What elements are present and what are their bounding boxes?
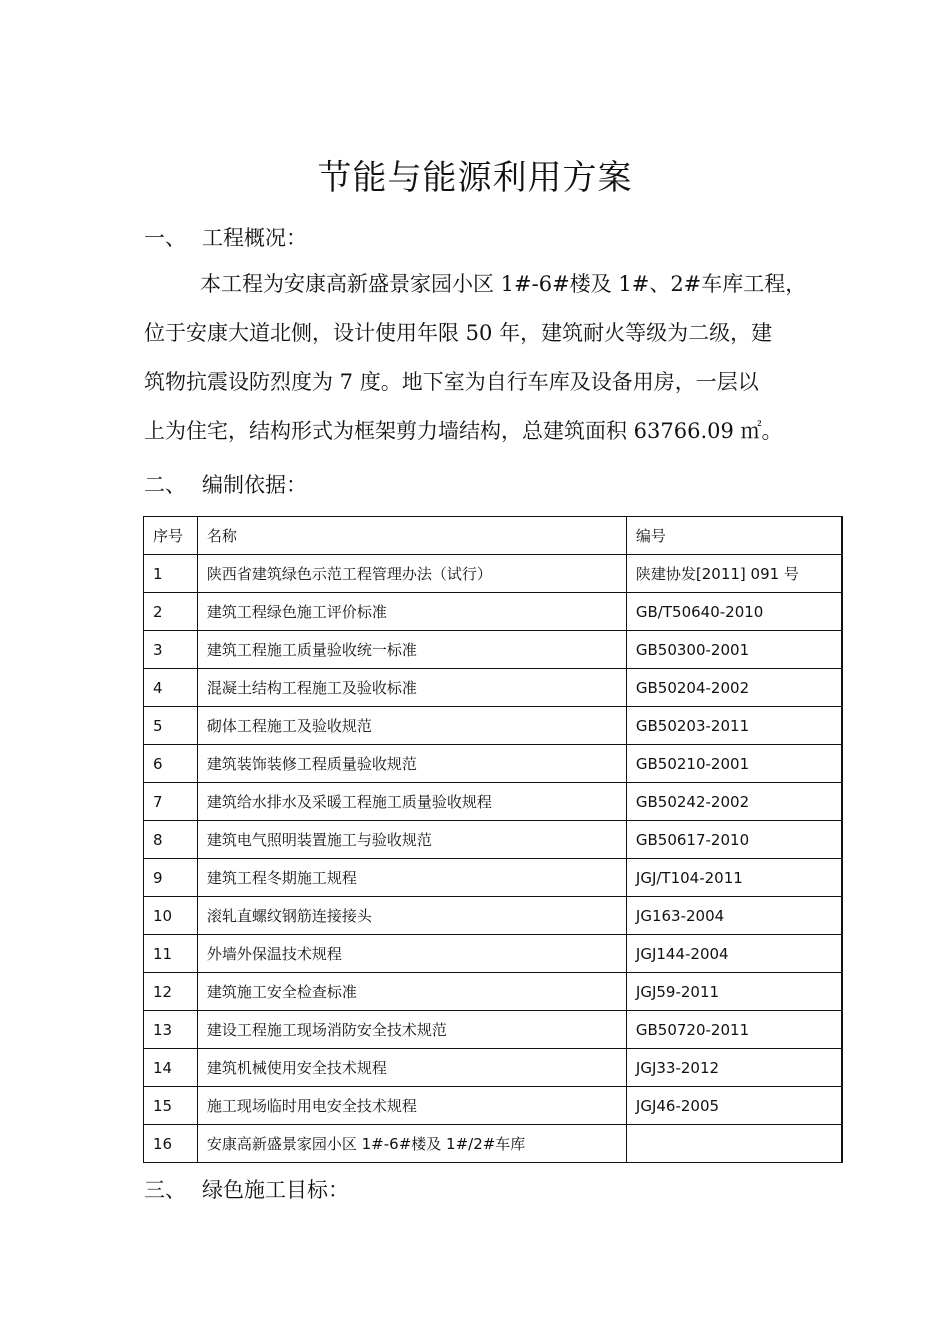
cell-name: 建筑电气照明装置施工与验收规范 (197, 821, 626, 859)
cell-code: GB50300-2001 (626, 631, 842, 669)
table-row (144, 631, 843, 669)
cell-index: 1 (144, 555, 198, 593)
cell-code: JGJ46-2005 (626, 1087, 842, 1125)
cell-name: 建筑工程冬期施工规程 (197, 859, 626, 897)
table-row (144, 1125, 843, 1163)
cell-code: GB/T50640-2010 (626, 593, 842, 631)
paragraph-line: 上为住宅，结构形式为框架剪力墙结构，总建筑面积 63766.09 ㎡。 (144, 419, 783, 443)
table-header-row (144, 517, 843, 555)
section-number: 二、 (144, 473, 186, 497)
cell-index: 14 (144, 1049, 198, 1087)
cell-name: 建筑工程绿色施工评价标准 (197, 593, 626, 631)
document-title: 节能与能源利用方案 (317, 158, 633, 198)
cell-code: JGJ/T104-2011 (626, 859, 842, 897)
table-row (144, 707, 843, 745)
cell-index: 12 (144, 973, 198, 1011)
section-number: 三、 (144, 1178, 186, 1202)
cell-index: 13 (144, 1011, 198, 1049)
cell-index: 10 (144, 897, 198, 935)
table-row (144, 555, 843, 593)
cell-index: 8 (144, 821, 198, 859)
cell-code: GB50210-2001 (626, 745, 842, 783)
cell-code: GB50617-2010 (626, 821, 842, 859)
cell-code: JGJ59-2011 (626, 973, 842, 1011)
cell-name: 混凝土结构工程施工及验收标准 (197, 669, 626, 707)
header-cell-name: 名称 (197, 517, 626, 555)
section-heading-goals (144, 1175, 349, 1205)
cell-name: 建筑机械使用安全技术规程 (197, 1049, 626, 1087)
cell-index: 7 (144, 783, 198, 821)
cell-name: 建设工程施工现场消防安全技术规范 (197, 1011, 626, 1049)
overview-paragraph (144, 260, 809, 456)
section-number: 一、 (144, 226, 186, 250)
cell-index: 2 (144, 593, 198, 631)
cell-code: 陕建协发[2011] 091 号 (626, 555, 842, 593)
table-row (144, 859, 843, 897)
table-row (144, 897, 843, 935)
table-row (144, 593, 843, 631)
reference-standards-table (143, 516, 843, 1163)
cell-name: 施工现场临时用电安全技术规程 (197, 1087, 626, 1125)
cell-code: GB50204-2002 (626, 669, 842, 707)
cell-code (626, 1125, 842, 1163)
cell-index: 16 (144, 1125, 198, 1163)
table-row (144, 973, 843, 1011)
cell-index: 9 (144, 859, 198, 897)
cell-name: 建筑装饰装修工程质量验收规范 (197, 745, 626, 783)
cell-name: 建筑给水排水及采暖工程施工质量验收规程 (197, 783, 626, 821)
cell-code: JGJ144-2004 (626, 935, 842, 973)
section-heading-overview (144, 223, 307, 253)
cell-name: 陕西省建筑绿色示范工程管理办法（试行） (197, 555, 626, 593)
table-row (144, 1011, 843, 1049)
section-label: 工程概况： (202, 226, 307, 250)
cell-code: GB50720-2011 (626, 1011, 842, 1049)
header-cell-index: 序号 (144, 517, 198, 555)
table-row (144, 1049, 843, 1087)
paragraph-line: 位于安康大道北侧，设计使用年限 50 年，建筑耐火等级为二级，建 (144, 321, 773, 345)
cell-index: 15 (144, 1087, 198, 1125)
section-label: 编制依据： (202, 473, 307, 497)
cell-index: 4 (144, 669, 198, 707)
cell-name: 安康高新盛景家园小区 1#-6#楼及 1#/2#车库 (197, 1125, 626, 1163)
table-row (144, 821, 843, 859)
table-row (144, 1087, 843, 1125)
cell-code: GB50203-2011 (626, 707, 842, 745)
cell-code: JGJ33-2012 (626, 1049, 842, 1087)
cell-name: 滚轧直螺纹钢筋连接接头 (197, 897, 626, 935)
paragraph-line: 筑物抗震设防烈度为 7 度。地下室为自行车库及设备用房，一层以 (144, 370, 759, 394)
cell-name: 建筑施工安全检查标准 (197, 973, 626, 1011)
cell-index: 3 (144, 631, 198, 669)
table-row (144, 745, 843, 783)
cell-index: 6 (144, 745, 198, 783)
cell-name: 建筑工程施工质量验收统一标准 (197, 631, 626, 669)
table-row (144, 669, 843, 707)
cell-code: JG163-2004 (626, 897, 842, 935)
cell-name: 外墙外保温技术规程 (197, 935, 626, 973)
section-label: 绿色施工目标： (202, 1178, 349, 1202)
section-heading-basis (144, 470, 307, 500)
header-cell-code: 编号 (626, 517, 842, 555)
cell-code: GB50242-2002 (626, 783, 842, 821)
cell-index: 11 (144, 935, 198, 973)
table-row (144, 783, 843, 821)
paragraph-line: 本工程为安康高新盛景家园小区 1#-6#楼及 1#、2#车库工程， (200, 272, 807, 296)
cell-index: 5 (144, 707, 198, 745)
cell-name: 砌体工程施工及验收规范 (197, 707, 626, 745)
table-row (144, 935, 843, 973)
